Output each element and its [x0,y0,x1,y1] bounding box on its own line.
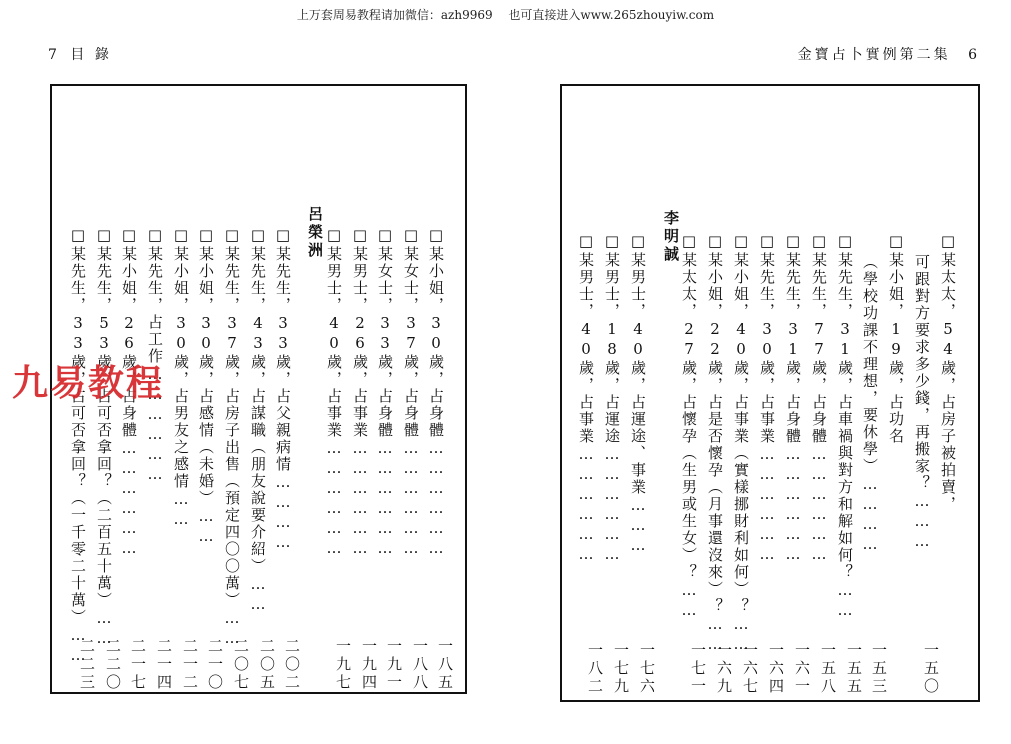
left-toc-entry [120,226,147,692]
left-entry-page: 二〇七 [232,638,250,692]
left-entry-title: □某先生，37歲，占房子出售（預定四〇〇萬）…… [223,226,241,649]
right-entry-page: 一五八 [819,642,837,696]
left-toc-entry [146,226,173,692]
left-toc-entry [351,226,378,692]
right-entry-page: 一七六 [638,642,656,696]
left-toc-entry [249,226,276,692]
left-entry-title: □某男士，40歲，占事業……………… [325,226,343,559]
left-entry-title: □某小姐，30歲，占男友之感情…… [172,226,190,530]
left-toc-entry [274,226,301,692]
right-page-header [798,44,977,64]
left-toc-entry [69,226,96,692]
right-entry-title: 可跟對方要求多少錢，再搬家？……… [913,254,931,552]
left-toc-entry [95,226,122,692]
right-entry-page: 一五五 [845,642,863,696]
left-entry-page: 二〇二 [283,638,301,692]
left-entry-page: 一九四 [360,638,378,692]
left-entry-title: □某先生，33歲，占父親病情………… [274,226,292,553]
right-entry-title: □某男士，40歲，占事業……………… [577,232,595,565]
left-toc-entry [325,226,352,692]
watermark-logo: 九易教程 [12,363,165,404]
right-entry-title: □某小姐，40歲，占事業（實樣挪財利如何）？…… [732,232,750,655]
right-entry-page: 一七九 [612,642,630,696]
left-entry-page: 一八五 [436,638,454,692]
left-toc-entry [223,226,250,692]
left-entry-title: □某先生，占工作……………… [146,226,164,485]
right-entry-title: □某先生，77歲，占身體……………… [810,232,828,565]
right-toc-entry [888,232,912,647]
left-entry-page: 二一二 [181,638,199,692]
left-toc-entry [376,226,403,692]
left-entry-title: □某女士，37歲，占身體……………… [402,226,420,559]
right-entry-page: 一八二 [586,642,604,696]
left-entry-title: □某先生，53歲，占可否拿回？（二百五十萬）…… [95,226,113,649]
left-entry-title: □某先生，43歲，占謀職（朋友說要介紹）…… [249,226,267,615]
left-entry-page: 二一四 [155,638,173,692]
right-entry-title: □某小姐，19歲，占功名 [887,232,905,445]
left-entry-title: □某女士，33歲，占身體……………… [376,226,394,559]
right-toc-entry [940,232,964,647]
left-entry-page: 一八八 [411,638,429,692]
right-toc-entry [629,232,656,696]
right-entry-title: □某先生，31歲，占車禍與對方和解如何？…… [836,232,854,621]
left-entry-page: 二二〇 [104,638,122,692]
right-page-number: 6 [968,47,977,63]
right-entry-page: 一七一 [689,642,707,696]
left-entry-page: 二一〇 [206,638,224,692]
left-toc-entry [402,226,429,692]
right-toc-entry [913,254,940,696]
right-entry-page: 一六九 [715,642,733,696]
right-toc-entry [836,232,863,696]
left-toc-entry [197,226,224,692]
right-toc-entry [680,232,707,696]
left-page-number: 7 [48,47,57,63]
left-toc-entry [172,226,199,692]
right-entry-title: （學校功課不理想，要休學）………… [861,254,879,555]
right-toc-entry [732,232,759,696]
right-entry-page: 一六七 [741,642,759,696]
left-entry-page: 二二三 [78,638,96,692]
right-entry-title: □某先生，30歲，占事業……………… [758,232,776,565]
right-entry-title: □某男士，18歲，占運途……………… [603,232,621,565]
right-entry-page: 一五〇 [922,642,940,696]
left-entry-page: 二〇五 [258,638,276,692]
right-entry-title: □某太太，54歲，占房子被拍賣， [939,232,957,513]
left-header-title: 目 錄 [70,47,112,63]
left-entry-title: □某小姐，26歲，占身體……………… [120,226,138,559]
right-entry-title: □某太太，27歲，占懷孕（生男或生女）？…… [680,232,698,621]
right-entry-page: 一六四 [767,642,785,696]
right-entry-title: □某男士，40歲，占運途、事業……… [629,232,647,556]
right-entry-page: 一五三 [870,642,888,696]
right-toc-entry [810,232,837,696]
right-toc-entry [861,254,888,696]
left-entry-title: □某小姐，30歲，占感情（未婚）…… [197,226,215,547]
right-section-heading: 李明誠 [662,210,680,264]
right-header-title: 金寶占卜實例第二集 [797,47,951,63]
left-toc-entry [427,226,454,692]
left-entry-title: □某男士，26歲，占事業……………… [351,226,369,559]
right-entry-page: 一六一 [793,642,811,696]
left-section-heading: 呂榮洲 [306,206,324,260]
left-entry-page: 一九一 [385,638,403,692]
top-banner: 上万套周易教程请加微信：azh9969 也可直接进入www.265zhouyiw.com [296,8,715,22]
left-entry-page: 一九七 [334,638,352,692]
left-page-header [48,44,112,64]
left-entry-page: 二一七 [129,638,147,692]
right-toc-entry [784,232,811,696]
right-toc-entry [706,232,733,696]
right-toc-entry [577,232,604,696]
left-entry-title: □某先生，33歲，占可否拿回？（一千零二十萬）…… [69,226,87,666]
left-entry-title: □某小姐，30歲，占身體……………… [427,226,445,559]
right-entry-title: □某先生，31歲，占身體……………… [784,232,802,565]
right-entry-title: □某小姐，22歲，占是否懷孕（月事還沒來）？…… [706,232,724,655]
right-toc-entry [603,232,630,696]
right-toc-entry [758,232,785,696]
